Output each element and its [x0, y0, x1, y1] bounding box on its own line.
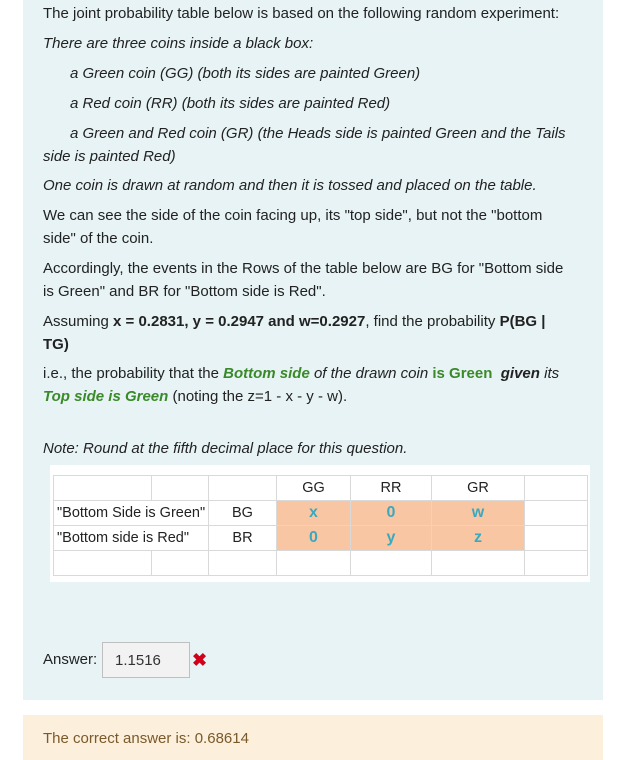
ie-its: its — [539, 365, 560, 382]
ie-mid: of the drawn coin — [309, 365, 433, 382]
cell-y: y — [351, 526, 432, 551]
assume-mid: , find the probability — [365, 313, 500, 330]
round-note: Note: Round at the fifth decimal place for this question. — [43, 440, 408, 457]
table-cell — [525, 526, 588, 551]
table-row — [54, 526, 588, 551]
table-cell — [277, 551, 351, 576]
ie-note: (noting the z=1 - x - y - w). — [168, 388, 348, 405]
table-cell — [525, 501, 588, 526]
acc-line1: Accordingly, the events in the Rows of the table below are BG for "Bottom side — [43, 260, 564, 277]
table-cell — [525, 476, 588, 501]
probability-table-container — [50, 465, 590, 582]
table-row — [54, 501, 588, 526]
cross-icon: ✖ — [192, 650, 208, 670]
assumption-paragraph — [43, 310, 583, 356]
coin-green-red — [43, 122, 583, 168]
row-label: "Bottom side is Red" — [54, 526, 209, 551]
acc-line2: is Green" and BR for "Bottom side is Red". — [43, 283, 326, 300]
answer-input[interactable] — [102, 642, 190, 678]
see-paragraph — [43, 204, 583, 250]
ie-paragraph — [43, 362, 583, 408]
table-cell — [432, 551, 525, 576]
table-cell — [152, 476, 209, 501]
coin-green: a Green coin (GG) (both its sides are painted Green) — [70, 65, 421, 82]
drawn-line: One coin is drawn at random and then it is tossed and placed on the table. — [43, 177, 537, 194]
table-cell — [152, 551, 209, 576]
correct-answer-text: The correct answer is: 0.68614 — [43, 730, 249, 747]
see-line1: We can see the side of the coin facing up, its "top side", but not the "bottom — [43, 207, 543, 224]
table-cell — [209, 551, 277, 576]
accordingly-paragraph — [43, 257, 583, 303]
table-cell — [351, 551, 432, 576]
answer-label: Answer: — [43, 651, 98, 668]
joint-probability-table — [53, 475, 588, 576]
table-cell — [209, 476, 277, 501]
ie-top: Top side is Green — [43, 388, 169, 405]
header-gg: GG — [277, 476, 351, 501]
table-header-row — [54, 476, 588, 501]
row-event: BG — [209, 501, 277, 526]
ie-given: given — [500, 365, 540, 382]
ie-pre: i.e., the probability that the — [43, 365, 224, 382]
cell-w: w — [432, 501, 525, 526]
box-line: There are three coins inside a black box: — [43, 35, 314, 52]
feedback-box — [23, 715, 603, 760]
question-intro: The joint probability table below is based on the following random experiment: — [43, 5, 560, 22]
assume-prob2: TG) — [43, 336, 69, 353]
table-cell — [54, 551, 152, 576]
ie-bottom: Bottom side — [223, 365, 310, 382]
see-line2: side" of the coin. — [43, 230, 154, 247]
row-event: BR — [209, 526, 277, 551]
cell-z: z — [432, 526, 525, 551]
assume-prob: P(BG | — [499, 313, 546, 330]
table-cell — [525, 551, 588, 576]
cell-zero: 0 — [277, 526, 351, 551]
assume-values: x = 0.2831, y = 0.2947 and w=0.2927 — [113, 313, 366, 330]
ie-green: is Green — [432, 365, 493, 382]
table-row — [54, 551, 588, 576]
cell-zero: 0 — [351, 501, 432, 526]
header-rr: RR — [351, 476, 432, 501]
cell-x: x — [277, 501, 351, 526]
table-cell — [54, 476, 152, 501]
header-gr: GR — [432, 476, 525, 501]
coin3-line2: side is painted Red) — [43, 148, 176, 165]
assume-pre: Assuming — [43, 313, 114, 330]
coin-red: a Red coin (RR) (both its sides are painted Red) — [70, 95, 391, 112]
row-label: "Bottom Side is Green" — [54, 501, 209, 526]
coin3-line1: a Green and Red coin (GR) (the Heads side is painted Green and the Tails — [70, 125, 566, 142]
